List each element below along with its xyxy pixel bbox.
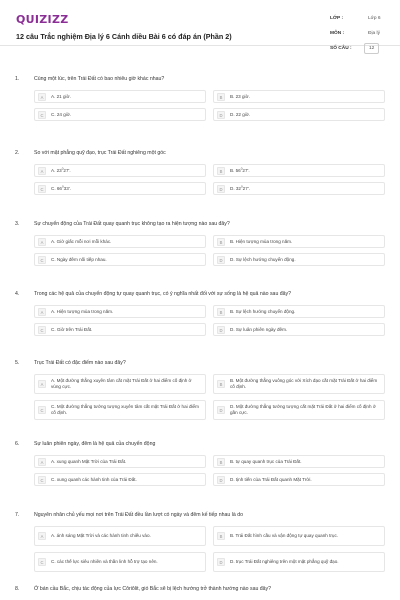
answer-option-d[interactable] [213,108,385,121]
option-letter: C [38,406,46,414]
option-letter: A [38,380,46,388]
question-text: Trong các hệ quả của chuyển động tự quay quanh trục, có ý nghĩa nhất đối với sự sống là hệ quả nào sau đây? [34,291,292,297]
option-text-tail: 33'. [63,185,71,191]
degree-superscript: 0 [61,166,64,171]
option-text [230,559,343,565]
option-text-main: B. Một đường thẳng vuông góc với Xích đạo cắt mặt Trái Đất ở hai điểm cố định. [230,378,378,389]
answer-option-a[interactable] [34,455,206,468]
answer-option-d[interactable] [213,473,385,486]
answer-option-c[interactable] [34,323,206,336]
option-text [51,239,115,245]
option-text-main: A. Một đường thẳng xuyên tâm cắt mặt Trái Đất ở hai điểm cố định ở vùng cực. [51,378,192,389]
answer-option-a[interactable] [34,374,206,394]
option-text-main: C. 66 [51,185,62,191]
question-text: Ở bán cầu Bắc, chịu tác động của lực Côriôlit, gió Bắc sẽ bị lệch hướng trở thành hướng nào sau đây? [34,586,272,592]
option-text [230,378,384,389]
question-text: Sự luân phiên ngày, đêm là hệ quả của chuyển động [34,441,156,447]
answer-option-b[interactable] [213,164,385,177]
option-text-main: D. tịnh tiến của Trái Đất quanh Mặt Trời. [230,476,312,482]
option-letter: B [217,532,225,540]
answer-option-b[interactable] [213,235,385,248]
answer-option-b[interactable] [213,374,385,394]
option-letter: C [38,185,46,193]
answer-option-c[interactable] [34,108,206,121]
option-text [230,309,299,315]
option-text [51,327,96,333]
option-letter: D [217,111,225,119]
option-text-tail: 27'. [242,185,250,191]
option-letter: C [38,558,46,566]
question-number: 3. [15,221,20,227]
answer-option-a[interactable] [34,305,206,318]
degree-superscript: 0 [240,166,243,171]
option-text [230,327,291,333]
option-text-main: C. xung quanh các hành tinh của Trái Đất. [51,476,137,482]
option-text [230,239,296,245]
option-text [51,186,75,192]
answer-option-c[interactable] [34,182,206,195]
answer-option-d[interactable] [213,400,385,420]
option-text [230,477,316,483]
option-text-main: B. tự quay quanh trục của Trái Đất. [230,458,302,464]
option-text-main: B. 56 [230,167,241,173]
option-text-main: A. 23 [51,167,62,173]
option-text [230,459,306,465]
option-text-main: B. Sự lệch hướng chuyển động. [230,308,296,314]
option-letter: C [38,256,46,264]
option-text-tail: 27'. [242,167,250,173]
option-text-main: A. xung quanh Mặt Trời của Trái Đất. [51,458,127,464]
answer-option-a[interactable] [34,526,206,546]
option-letter: A [38,167,46,175]
option-text [230,533,342,539]
option-letter: B [217,93,225,101]
option-text-main: C. Một đường thẳng tưởng tượng xuyên tâm cắt mặt Trái Đất ở hai điểm cố định. [51,404,199,415]
option-text-main: D. Sự luân phiên ngày đêm. [230,326,288,332]
answer-option-c[interactable] [34,400,206,420]
option-letter: D [217,558,225,566]
option-letter: D [217,476,225,484]
meta-row-subject [330,27,388,42]
option-text-main: B. Hiện tượng mùa trong năm. [230,238,293,244]
answer-option-c[interactable] [34,253,206,266]
option-text-tail: 27'. [63,167,71,173]
option-letter: B [217,458,225,466]
option-letter: B [217,167,225,175]
question-number: 2. [15,150,20,156]
option-letter: C [38,326,46,334]
option-letter: A [38,532,46,540]
degree-superscript: 0 [240,184,243,189]
meta-label: MÔN : [330,31,345,36]
option-text [230,168,254,174]
question-number: 7. [15,512,20,518]
meta-row-class [330,12,388,27]
option-text [51,112,75,118]
option-text [51,459,130,465]
option-letter: A [38,93,46,101]
option-text [230,112,254,118]
question-text: Trục Trái Đất có đặc điểm nào sau đây? [34,360,126,366]
question-text: Nguyên nhân chủ yếu mọi nơi trên Trái Đất đều lần lượt có ngày và đêm kế tiếp nhau là do [34,512,243,518]
option-text-main: D. trục Trái Đất nghiêng trên một mặt phẳng quỹ đạo. [230,559,339,565]
option-text [51,168,75,174]
option-text [51,559,162,565]
option-text [230,404,384,415]
question-number: 5. [15,360,20,366]
option-text [51,309,117,315]
option-letter: A [38,458,46,466]
option-text [230,257,300,263]
option-text-main: C. Giờ trên Trái Đất. [51,326,93,332]
option-text [51,94,75,100]
worksheet-meta [330,12,388,57]
degree-superscript: 0 [61,184,64,189]
option-text [51,404,205,415]
option-text [230,94,254,100]
option-text-main: A. Giờ giấc mỗi nơi mỗi khác. [51,238,112,244]
option-text-main: D. 32 [230,185,241,191]
meta-value: 12 [364,43,379,54]
option-letter: C [38,111,46,119]
answer-option-b[interactable] [213,305,385,318]
meta-label: SỐ CÂU : [330,46,352,51]
option-letter: B [217,308,225,316]
option-letter: A [38,308,46,316]
meta-label: LỚP : [330,16,344,21]
option-text-main: A. Hiện tượng mùa trong năm. [51,308,114,314]
answer-option-b[interactable] [213,90,385,103]
question-text: Sự chuyển động của Trái Đất quay quanh trục không tạo ra hiện tượng nào sau đây? [34,221,230,227]
worksheet-title: 12 câu Trắc nghiệm Địa lý 6 Cánh diều Bài 6 có đáp án (Phần 2) [16,32,232,41]
answer-option-d[interactable] [213,552,385,572]
question-number: 4. [15,291,20,297]
option-text [51,378,205,389]
option-text-main: B. 23 giờ. [230,93,250,99]
option-letter: D [217,256,225,264]
option-text [230,186,254,192]
question-text: Cùng một lúc, trên Trái Đất có bao nhiêu giờ khác nhau? [34,76,165,82]
option-text-main: D. Một đường thẳng tưởng tượng cắt mặt Trái Đất ở hai điểm cố định ở gần cực. [230,404,376,415]
option-text [51,477,141,483]
answer-option-a[interactable] [34,90,206,103]
meta-value: Địa lý [368,31,380,36]
question-text: So với mặt phẳng quỹ đạo, trục Trái Đất nghiêng một góc [34,150,166,156]
option-text-main: A. ánh sáng Mặt Trời và các hành tinh chiếu vào. [51,533,151,539]
option-letter: D [217,185,225,193]
answer-option-a[interactable] [34,235,206,248]
option-text-main: C. Ngày đêm nối tiếp nhau. [51,256,107,262]
answer-option-a[interactable] [34,164,206,177]
option-text-main: D. Sự lệch hướng chuyển động. [230,256,296,262]
meta-value: Lớp 6 [368,16,381,21]
option-text-main: C. 24 giờ. [51,111,72,117]
option-text-main: B. Trái Đất hình cầu và vận động tự quay quanh trục. [230,533,339,539]
option-letter: B [217,238,225,246]
question-number: 1. [15,76,20,82]
option-text-main: A. 21 giờ. [51,93,71,99]
option-letter: D [217,406,225,414]
meta-row-question-count [330,42,388,57]
worksheet-header [0,0,400,51]
quizizz-logo: QUIZIZZ [16,13,69,26]
option-letter: A [38,238,46,246]
question-number: 6. [15,441,20,447]
question-number: 8. [15,586,20,592]
answer-option-b[interactable] [213,455,385,468]
option-letter: B [217,380,225,388]
option-letter: C [38,476,46,484]
answer-option-c[interactable] [34,552,206,572]
option-text [51,533,155,539]
option-text-main: D. 22 giờ. [230,111,251,117]
option-letter: D [217,326,225,334]
option-text [51,257,111,263]
answer-option-d[interactable] [213,253,385,266]
answer-option-d[interactable] [213,323,385,336]
answer-option-d[interactable] [213,182,385,195]
option-text-main: C. các thế lực siêu nhiên và thần linh hỗ trợ tạo nên. [51,559,158,565]
answer-option-b[interactable] [213,526,385,546]
answer-option-c[interactable] [34,473,206,486]
